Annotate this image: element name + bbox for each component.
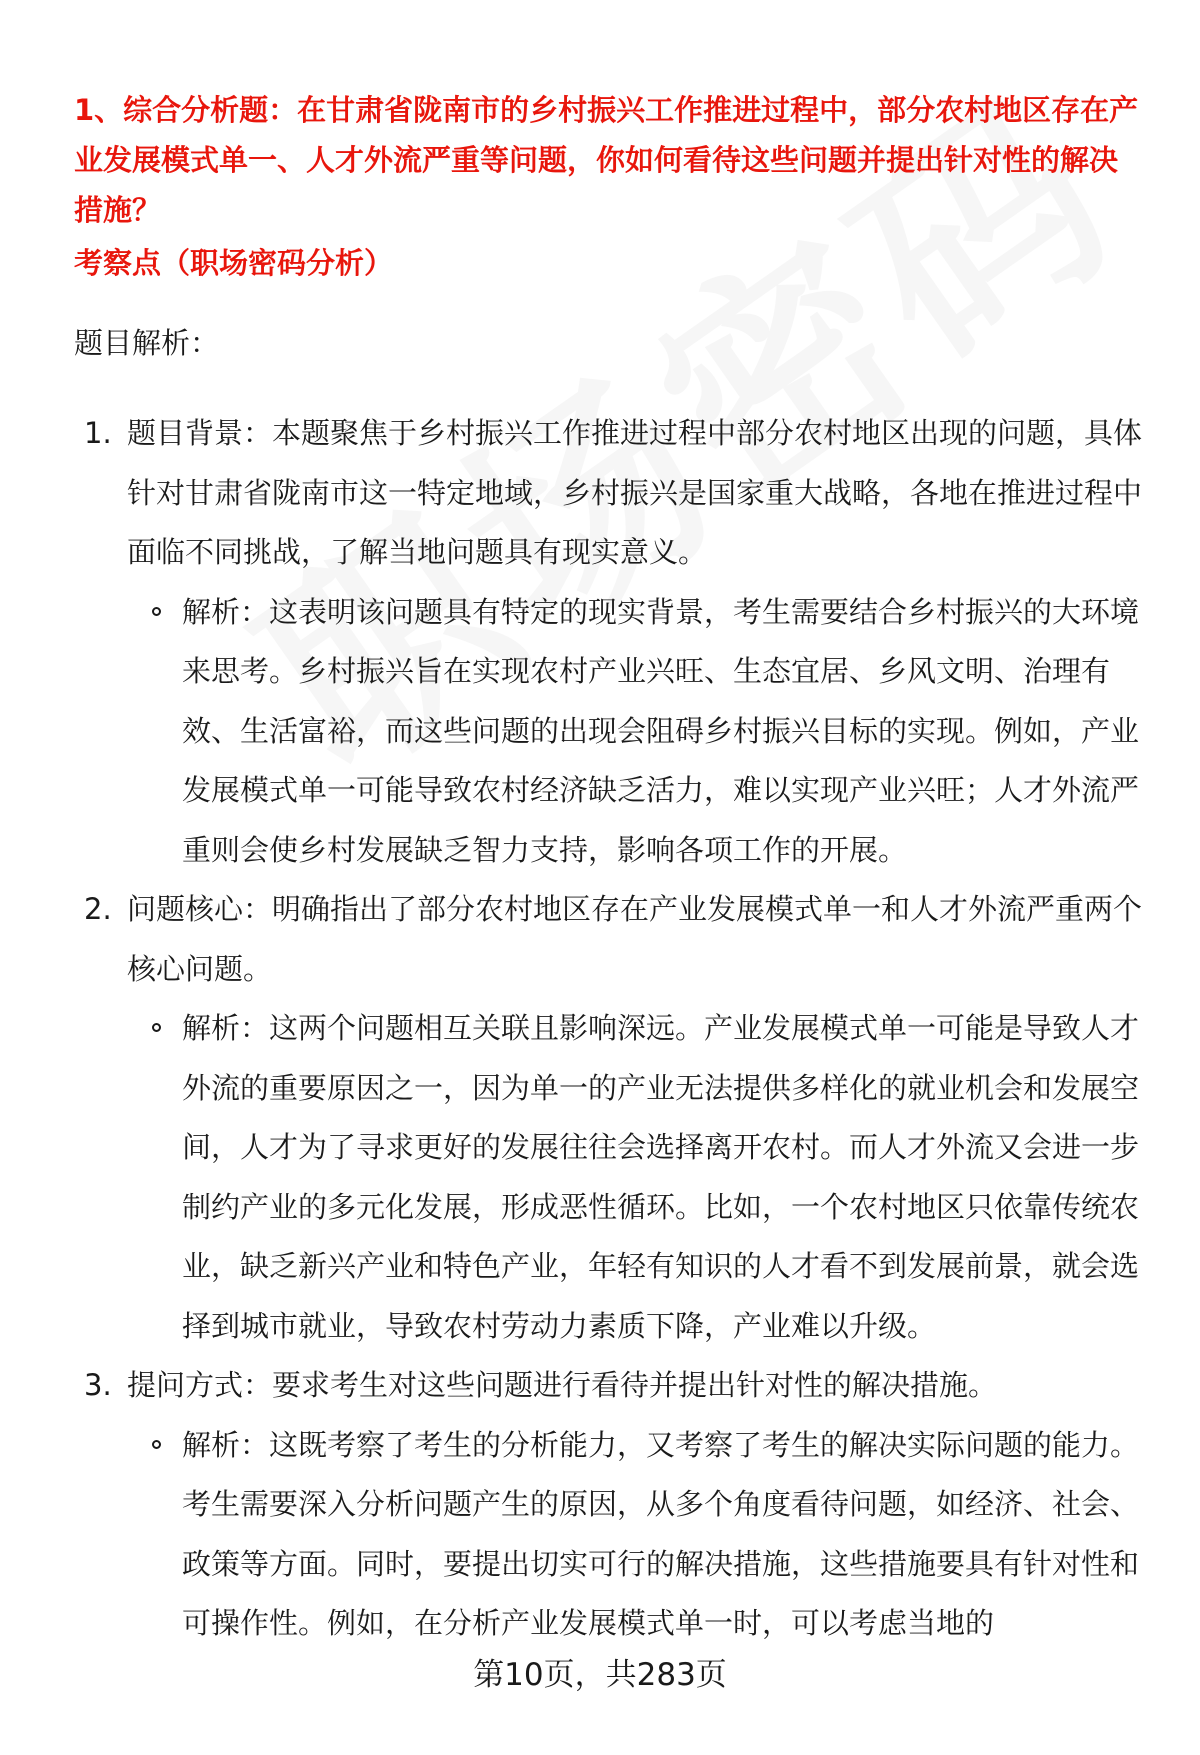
analysis-title: 题目解析：: [74, 326, 220, 360]
analysis-list: [0, 404, 1200, 1654]
sub-list-item-text: 解析：这表明该问题具有特定的现实背景，考生需要结合乡村振兴的大环境来思考。乡村振兴旨在实现农村产业兴旺、生态宜居、乡风文明、治理有效、生活富裕，而这些问题的出现会阻碍乡村振兴目标的实现。例如，产业发展模式单一可能导致农村经济缺乏活力，难以实现产业兴旺；人才外流严重则会使乡村发展缺乏智力支持，影响各项工作的开展。: [182, 594, 1140, 867]
sub-list-item: [0, 583, 1200, 881]
list-item-number: 1.: [84, 416, 112, 450]
list-item: [0, 1356, 1200, 1416]
list-item: [0, 880, 1200, 999]
hollow-circle-bullet-icon: [152, 1023, 161, 1032]
hollow-circle-bullet-icon: [152, 607, 161, 616]
list-item-text: 题目背景：本题聚焦于乡村振兴工作推进过程中部分农村地区出现的问题，具体针对甘肃省陇南市这一特定地域，乡村振兴是国家重大战略，各地在推进过程中面临不同挑战，了解当地问题具有现实意义。: [127, 416, 1143, 569]
sub-list-item: [0, 1416, 1200, 1654]
list-item-number: 2.: [84, 892, 112, 926]
question-heading: 1、综合分析题：在甘肃省陇南市的乡村振兴工作推进过程中，部分农村地区存在产业发展模式单一、人才外流严重等问题，你如何看待这些问题并提出针对性的解决措施？: [74, 93, 1139, 227]
sub-list-item-text: 解析：这既考察了考生的分析能力，又考察了考生的解决实际问题的能力。考生需要深入分析问题产生的原因，从多个角度看待问题，如经济、社会、政策等方面。同时，要提出切实可行的解决措施，这些措施要具有针对性和可操作性。例如，在分析产业发展模式单一时，可以考虑当地的: [182, 1427, 1140, 1640]
list-item-number: 3.: [84, 1368, 112, 1402]
list-item-text: 问题核心：明确指出了部分农村地区存在产业发展模式单一和人才外流严重两个核心问题。: [127, 892, 1143, 986]
list-item: [0, 404, 1200, 583]
sub-list-item: [0, 999, 1200, 1356]
list-item-text: 提问方式：要求考生对这些问题进行看待并提出针对性的解决措施。: [127, 1368, 998, 1402]
page-number-footer: 第10页，共283页: [473, 1657, 727, 1693]
hollow-circle-bullet-icon: [152, 1440, 161, 1449]
kaochadian-heading: 考察点（职场密码分析）: [74, 246, 394, 280]
sub-list-item-text: 解析：这两个问题相互关联且影响深远。产业发展模式单一可能是导致人才外流的重要原因之一，因为单一的产业无法提供多样化的就业机会和发展空间，人才为了寻求更好的发展往往会选择离开农村。而人才外流又会进一步制约产业的多元化发展，形成恶性循环。比如，一个农村地区只依靠传统农业，缺乏新兴产业和特色产业，年轻有知识的人才看不到发展前景，就会选择到城市就业，导致农村劳动力素质下降，产业难以升级。: [182, 1011, 1140, 1343]
